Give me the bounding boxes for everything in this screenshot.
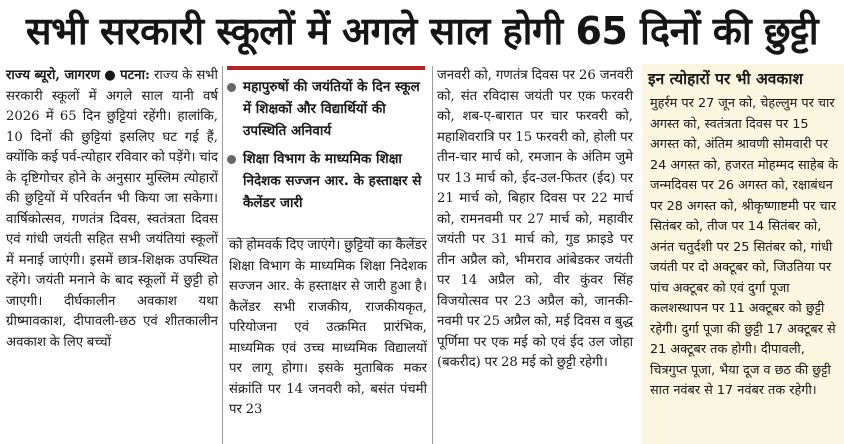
highlight-item [227, 76, 425, 142]
byline: राज्य ब्यूरो, जागरण [6, 68, 101, 83]
bullet-icon [227, 83, 236, 92]
column-divider [222, 66, 223, 444]
column-divider [432, 66, 433, 444]
highlight-text: महापुरुषों की जयंतियों के दिन स्कूल में शिक्षकों और विद्यार्थियों की उपस्थिति अनिवार्य [243, 79, 420, 139]
holidays-sidebox [642, 64, 844, 444]
highlights-box [227, 66, 425, 239]
sidebox-title: इन त्योहारों पर भी अवकाश [648, 70, 803, 88]
headline: सभी सरकारी स्कूलों में अगले साल होगी 65 दिनों की छुट्टी [25, 9, 819, 53]
article-column-1 [6, 66, 218, 353]
dateline: पटना: [120, 68, 150, 83]
highlight-text: शिक्षा विभाग के माध्यमिक शिक्षा निदेशक सज्जन आर. के हस्ताक्षर से कैलेंडर जारी [243, 151, 422, 211]
dateline-bullet: ● [104, 68, 117, 83]
column-1-text: राज्य के सभी सरकारी स्कूलों में अगले साल यानी वर्ष 2026 में 65 दिन छुट्टियां रहेंगी। हालांकि, 10 दिनों की छुट्टियां इसलिए घट गई हैं, क्योंकि कई पर्व-त्योहार रविवार को पड़ेंगे। चांद के दृष्टिगोचर होने के अनुसार मुस्लिम त्योहारों की छुट्टियों में परिवर्तन भी किया जा सकेगा। वार्षिकोत्सव, गणतंत्र दिवस, स्वतंत्रता दिवस एवं गांधी जयंती सहित सभी जयंतियां स्कूलों में मनाई जाएंगी। इसमें छात्र-शिक्षक उपस्थित रहेंगे। जयंती मनाने के बाद स्कूलों में छुट्टी हो जाएगी। दीर्घकालीन अवकाश यथा ग्रीष्मावकाश, दीपावली-छठ एवं शीतकालीन अवकाश के लिए बच्चों [6, 68, 218, 350]
article-column-2 [229, 236, 427, 421]
sidebox-text: मुहर्रम पर 27 जून को, चेहल्लुम पर चार अगस्त को, स्वतंत्रता दिवस पर 15 अगस्त को, अंतिम श्रावणी सोमवारी पर 24 अगस्त को, हजरत मोहम्मद साहेब के जन्मदिवस पर 26 अगस्त को, रक्षाबंधन पर 28 अगस्त को, श्रीकृष्णाष्टमी पर चार सितंबर को, तीज पर 14 सितंबर को, अनंत चतुर्दशी पर 25 सितंबर को, गांधी जयंती पर दो अक्टूबर को, जिउतिया पर पांच अक्टूबर को एवं दुर्गा पूजा कलशस्थापन पर 11 अक्टूबर को छुट्टी रहेगी। दुर्गा पूजा की छुट्टी 17 अक्टूबर से 21 अक्टूबर तक होगी। दीपावली, चित्रगुप्त पूजा, भैया दूज व छठ की छुट्टी सात नवंबर से 17 नवंबर तक रहेगी। [650, 96, 838, 398]
bullet-icon [227, 155, 236, 164]
column-3-text: जनवरी को, गणतंत्र दिवस पर 26 जनवरी को, संत रविदास जयंती पर एक फरवरी को, शब-ए-बारात पर चार फरवरी को, महाशिवरात्रि पर 15 फरवरी को, होली पर तीन-चार मार्च को, रमजान के अंतिम जुमे पर 13 मार्च को, ईद-उल-फितर (ईद) पर 21 मार्च को, बिहार दिवस पर 22 मार्च को, रामनवमी पर 27 मार्च को, महावीर जयंती पर 31 मार्च को, गुड फ्राइडे पर तीन अप्रैल को, भीमराव आंबेडकर जयंती पर 14 अप्रैल को, वीर कुंवर सिंह विजयोत्सव पर 23 अप्रैल को, जानकी-नवमी पर 25 अप्रैल को, मई दिवस व बुद्ध पूर्णिमा पर एक मई को एवं ईद उल जोहा (बकरीद) पर 28 मई को छुट्टी रहेगी। [437, 68, 633, 370]
article-column-3 [437, 66, 633, 374]
highlight-item [227, 148, 425, 214]
column-2-text: को होमवर्क दिए जाएंगे। छुट्टियों का कैलेंडर शिक्षा विभाग के माध्यमिक शिक्षा निदेशक सज्जन आर. के हस्ताक्षर से जारी हुआ है। कैलेंडर सभी राजकीय, राजकीयकृत, परियोजना एवं उत्क्रमित प्रारंभिक, माध्यमिक एवं उच्च माध्यमिक विद्यालयों पर लागू होगा। इसके मुताबिक मकर संक्रांति पर 14 जनवरी को, बसंत पंचमी पर 23 [229, 238, 427, 417]
